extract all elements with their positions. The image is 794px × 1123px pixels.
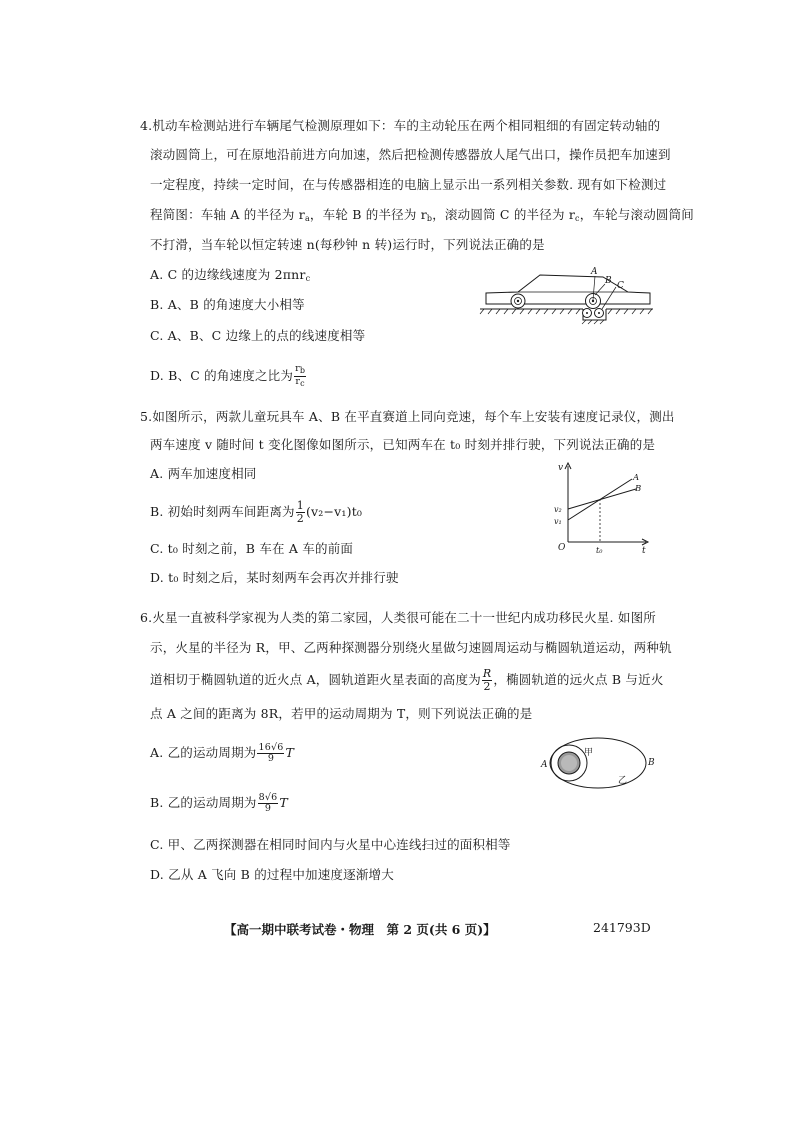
orbit-figure (538, 735, 655, 795)
q5-line-2: 两车速度 v 随时间 t 变化图像如图所示，已知两车在 t₀ 时刻并排行驶，下列说法正确的是 (150, 437, 656, 452)
axis-label-t: t (642, 546, 646, 556)
origin-label: O (558, 543, 566, 553)
q6-line-1: 6.火星一直被科学家视为人类的第二家园，人类很可能在二十一世纪内成功移民火星. 如图所 (140, 610, 656, 625)
q5-option-a: A. 两车加速度相同 (150, 466, 257, 481)
car-test-figure (478, 262, 658, 324)
line-label-b: B (635, 484, 642, 494)
q6-line-3: 道相切于椭圆轨道的近火点 A，圆轨道距火星表面的高度为 $\frac{R}{2}$ ，椭圆轨道的远火点 B 与近火 (150, 667, 664, 693)
label-a: A (591, 267, 598, 277)
q5-option-c: C. t₀ 时刻之前，B 车在 A 车的前面 (150, 541, 354, 556)
q6-option-c: C. 甲、乙两探测器在相同时间内与火星中心连线扫过的面积相等 (150, 837, 511, 852)
page-footer-title: 【高一期中联考试卷・物理 第 2 页(共 6 页)】 (224, 922, 496, 937)
q4-line-2: 滚动圆筒上，可在原地沿前进方向加速，然后把检测传感器放人尾气出口，操作员把车加速到 (150, 147, 671, 162)
q4-option-d: D. B、C 的角速度之比为 $\frac{r_b}{r_c}$ (150, 363, 306, 388)
probe-yi-label: 乙 (618, 776, 628, 786)
q4-option-c: C. A、B、C 边缘上的点的线速度相等 (150, 328, 366, 343)
line-b (568, 489, 636, 509)
tick-v2: v₂ (554, 505, 562, 514)
q4-line-4: 程简图：车轴 A 的半径为 $r_a$，车轮 B 的半径为 $r_b$，滚动圆筒 C 的半径为 $r_c$，车轮与滚动圆筒间 (150, 207, 694, 223)
label-c: C (617, 281, 624, 291)
q5-line-1: 5.如图所示，两款儿童玩具车 A、B 在平直赛道上同向竞速，每个车上安装有速度记录仪，测出 (140, 409, 675, 424)
tick-v1: v₁ (554, 517, 562, 526)
q4-line-3: 一定程度，持续一定时间，在与传感器相连的电脑上显示出一系列相关参数. 现有如下检测过 (150, 177, 667, 192)
q6-option-d: D. 乙从 A 飞向 B 的过程中加速度逐渐增大 (150, 867, 394, 882)
line-label-a: A (633, 473, 640, 483)
q4-line-1: 4.机动车检测站进行车辆尾气检测原理如下：车的主动轮压在两个相同粗细的有固定转动轴的 (140, 118, 661, 133)
point-a-label: A (541, 760, 548, 770)
q6-option-b: B. 乙的运动周期为 $\frac{8√6}{9}$ T (150, 792, 288, 814)
q6-line-2: 示，火星的半径为 R，甲、乙两种探测器分别绕火星做匀速圆周运动与椭圆轨道运动，两种轨 (150, 640, 672, 655)
q4-option-a: A. C 的边缘线速度为 2πnr$_c$ (150, 267, 311, 283)
q6-option-a: A. 乙的运动周期为 $\frac{16√6}{9}$ T (150, 742, 295, 764)
q5-option-d: D. t₀ 时刻之后，某时刻两车会再次并排行驶 (150, 570, 399, 585)
q5-option-b: B. 初始时刻两车间距离为 $\frac{1}{2}$ (v₂−v₁)t₀ (150, 499, 363, 525)
paper-code: 241793D (593, 920, 651, 935)
vt-graph (550, 460, 654, 556)
axis-label-v: v (558, 463, 564, 473)
point-b-label: B (648, 758, 655, 768)
tick-t0: t₀ (596, 546, 603, 555)
label-b: B (605, 276, 612, 286)
q4-line-5: 不打滑，当车轮以恒定转速 n(每秒钟 n 转)运行时，下列说法正确的是 (150, 237, 545, 252)
probe-jia-label: 甲 (584, 748, 594, 758)
q6-line-4: 点 A 之间的距离为 8R，若甲的运动周期为 T，则下列说法正确的是 (150, 706, 533, 721)
q4-option-b: B. A、B 的角速度大小相等 (150, 297, 305, 312)
